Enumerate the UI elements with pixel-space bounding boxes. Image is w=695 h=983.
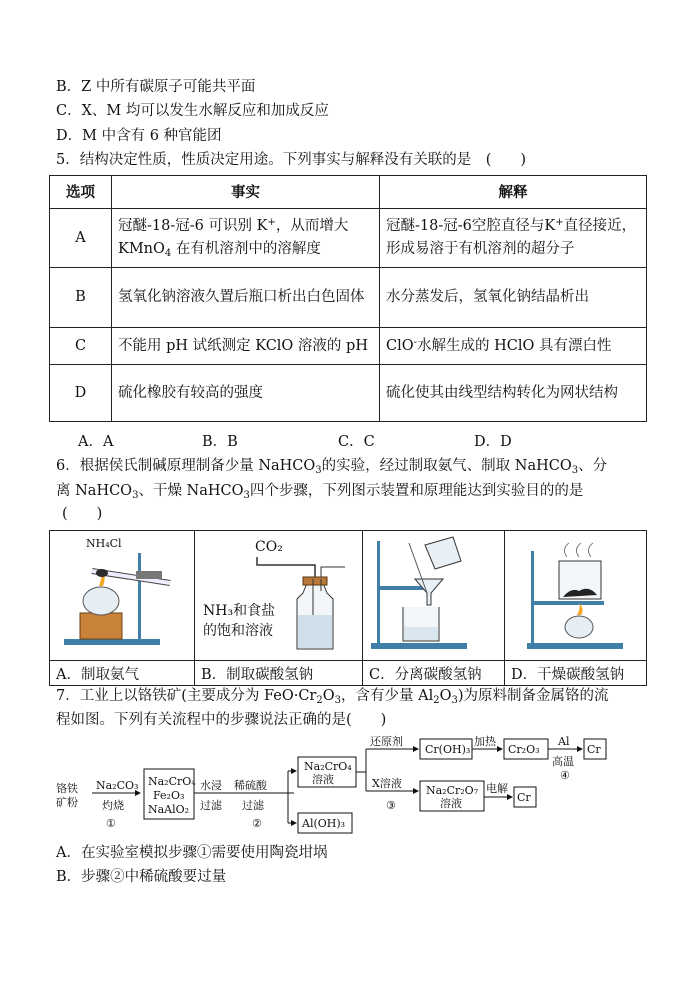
q6-apparatus-table [49, 530, 647, 686]
flow-na2cro4-line2: 溶液 [312, 773, 334, 786]
flow-box1-line1: Na₂CrO₄ [148, 775, 196, 788]
flow-step4-number: ④ [560, 769, 570, 782]
flow-x-solution: X溶液 [372, 777, 402, 790]
row-explanation: 水分蒸发后，氢氧化钠结晶析出 [380, 268, 647, 328]
flow-start-2: 矿粉 [56, 796, 78, 809]
q7-process-flowchart [56, 735, 616, 835]
col-header-option: 选项 [50, 176, 112, 209]
flow-reductant: 还原剂 [370, 735, 403, 748]
flow-cr2o3-box: Cr₂O₃ [508, 743, 540, 756]
row-explanation: ClO-水解生成的 HClO 具有漂白性 [380, 328, 647, 365]
solution-label-line1: NH₃和食盐 [203, 603, 276, 619]
table-row [50, 268, 647, 328]
flow-s2-top1: 水浸 [200, 779, 222, 792]
flow-s1-reagent: Na₂CO₃ [96, 779, 139, 792]
row-explanation: 硫化使其由线型结构转化为网状结构 [380, 365, 647, 422]
table-row [50, 209, 647, 268]
table-row [50, 328, 647, 365]
q6-stem-line1: 6．根据侯氏制碱原理制备少量 NaHCO$_3$的实验，经过制取氨气、制取 NaHCO$_3$、分 [56, 458, 608, 476]
nh4cl-label: NH₄Cl [86, 537, 122, 550]
flow-s2-top2: 稀硫酸 [234, 779, 267, 792]
co2-label: CO₂ [255, 539, 283, 555]
row-fact: 不能用 pH 试纸测定 KClO 溶液的 pH [112, 328, 380, 365]
filtration-illustration [363, 531, 505, 656]
ammonia-heating-illustration [50, 531, 195, 656]
q5-stem: 5．结构决定性质，性质决定用途。下列事实与解释没有关联的是 ( ) [56, 152, 527, 168]
q5-table [49, 175, 647, 422]
q4-option-c: C．X、M 均可以发生水解反应和加成反应 [56, 103, 329, 119]
solution-label-line2: 的饱和溶液 [203, 623, 273, 639]
caption-b: B．制取碳酸氢钠 [195, 661, 363, 686]
apparatus-a[interactable] [50, 531, 195, 661]
q4-option-d: D．M 中含有 6 种官能团 [56, 128, 222, 144]
heating-beaker-illustration [505, 531, 647, 656]
flow-croh3-box: Cr(OH)₃ [425, 743, 471, 756]
q5-option-b[interactable]: B．B [202, 434, 238, 450]
flow-step3-number: ③ [386, 799, 396, 812]
apparatus-c[interactable] [363, 531, 505, 661]
flow-box1-line2: Fe₂O₃ [153, 789, 185, 802]
flow-start-1: 铬铁 [56, 782, 78, 795]
row-option: B [50, 268, 112, 328]
row-fact: 硫化橡胶有较高的强度 [112, 365, 380, 422]
q5-options [78, 430, 512, 451]
q5-option-a[interactable]: A．A [78, 434, 114, 450]
row-fact: 氢氧化钠溶液久置后瓶口析出白色固体 [112, 268, 380, 328]
flow-electrolysis: 电解 [486, 782, 508, 795]
q5-option-d[interactable]: D．D [474, 434, 512, 450]
flow-aloh3-box: Al(OH)₃ [302, 817, 346, 830]
table-header-row [50, 176, 647, 209]
flow-al: Al [558, 735, 570, 748]
row-explanation: 冠醚-18-冠-6空腔直径与K+直径接近，形成易溶于有机溶剂的超分子 [380, 209, 647, 268]
q5-option-c[interactable]: C．C [338, 434, 375, 450]
apparatus-b[interactable] [195, 531, 363, 661]
col-header-explanation: 解释 [380, 176, 647, 209]
gas-washing-bottle-illustration [195, 531, 363, 656]
col-header-fact: 事实 [112, 176, 380, 209]
flow-na2cr2o7-line2: 溶液 [440, 797, 462, 810]
flow-na2cr2o7-line1: Na₂Cr₂O₇ [426, 784, 479, 797]
flow-high-temp: 高温 [552, 755, 574, 768]
q7-stem-line2: 程如图。下列有关流程中的步骤说法正确的是( ) [56, 712, 387, 728]
row-option: D [50, 365, 112, 422]
flow-s1-condition: 灼烧 [102, 799, 124, 812]
row-option: C [50, 328, 112, 365]
apparatus-d[interactable] [505, 531, 647, 661]
caption-c: C．分离碳酸氢钠 [363, 661, 505, 686]
caption-a: A．制取氨气 [50, 661, 195, 686]
flow-step2-number: ② [252, 817, 262, 830]
row-fact: 冠醚-18-冠-6 可识别 K+，从而增大 KMnO$_4$ 在有机溶剂中的溶解度 [112, 209, 380, 268]
flow-cr-box-2: Cr [517, 791, 531, 804]
flow-heat: 加热 [474, 735, 496, 748]
q7-stem-line1: 7．工业上以铬铁矿(主要成分为 $FeO\cdot Cr_2O_3$，含有少量 $Al_2O_3$)为原料制备金属铬的流 [56, 688, 609, 706]
q6-stem-line3: ( ) [62, 506, 103, 522]
caption-d: D．干燥碳酸氢钠 [505, 661, 647, 686]
q7-option-a[interactable]: A．在实验室模拟步骤①需要使用陶瓷坩埚 [56, 845, 328, 861]
flow-step1-number: ① [106, 817, 116, 830]
q4-option-b: B．Z 中所有碳原子可能共平面 [56, 79, 256, 95]
flow-s2-bot1: 过滤 [200, 799, 222, 812]
flow-cr-box-1: Cr [587, 743, 601, 756]
row-option: A [50, 209, 112, 268]
q7-option-b[interactable]: B．步骤②中稀硫酸要过量 [56, 869, 227, 885]
table-row [50, 365, 647, 422]
flow-na2cro4-line1: Na₂CrO₄ [304, 760, 352, 773]
q6-stem-line2: 离 NaHCO$_3$、干燥 NaHCO$_3$四个步骤，下列图示装置和原理能达到实验目的的是 [56, 483, 584, 501]
flow-s2-bot2: 过滤 [242, 799, 264, 812]
flow-box1-line3: NaAlO₂ [148, 803, 190, 816]
